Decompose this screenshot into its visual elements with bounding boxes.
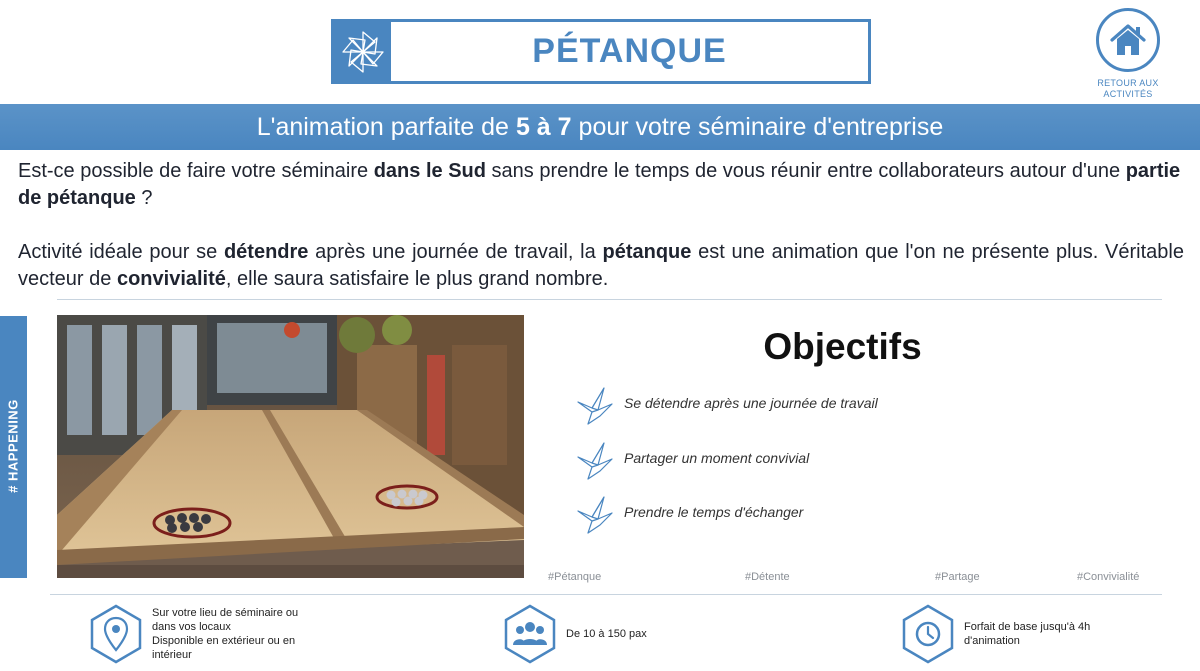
people-text: De 10 à 150 pax	[566, 628, 647, 640]
intro-paragraph-1: Est-ce possible de faire votre séminaire dans le Sud sans prendre le temps de vous réunir entre collaborateurs autour d'une partie de pétanque ?	[18, 160, 1181, 209]
objective-item: Prendre le temps d'échanger	[574, 489, 994, 535]
divider	[57, 299, 1162, 300]
page-title: PÉTANQUE	[532, 32, 727, 70]
banner: L'animation parfaite de 5 à 7 pour votre séminaire d'entreprise	[0, 104, 1200, 150]
objective-item: Partager un moment convivial	[574, 435, 994, 481]
home-icon	[1096, 8, 1160, 72]
footer-people	[504, 604, 647, 664]
clock-icon	[902, 604, 954, 664]
home-button[interactable]	[1088, 8, 1168, 100]
hashtag: #Détente	[745, 571, 790, 583]
origami-bird-icon	[574, 435, 616, 481]
pinwheel-icon	[334, 22, 391, 81]
time-text: Forfait de base jusqu'à 4h d'animation	[964, 621, 1091, 647]
footer-time	[902, 604, 1090, 664]
side-tag: # HAPPENING	[0, 316, 27, 578]
hashtag: #Partage	[935, 571, 980, 583]
intro-text	[18, 158, 1184, 320]
objectives-title: Objectifs	[763, 326, 922, 367]
footer-location	[90, 604, 298, 664]
location-pin-icon	[90, 604, 142, 664]
petanque-court-photo	[57, 315, 524, 578]
hashtag: #Convivialité	[1077, 571, 1140, 583]
hashtag: #Pétanque	[548, 571, 602, 583]
location-text: Sur votre lieu de séminaire ou dans vos locaux Disponible en extérieur ou en intérieur	[152, 607, 299, 661]
group-people-icon	[504, 604, 556, 664]
origami-bird-icon	[574, 489, 616, 535]
origami-bird-icon	[574, 380, 616, 426]
divider	[50, 594, 1162, 595]
page-title-box	[331, 19, 871, 84]
home-label: RETOUR AUX ACTIVITÉS	[1097, 78, 1159, 99]
objective-item: Se détendre après une journée de travail	[574, 380, 994, 426]
intro-paragraph-2: Activité idéale pour se détendre après une journée de travail, la pétanque est une animation que l'on ne présente plus. Véritable vecteur de convivialité, elle saura satisfaire le plus grand nombre.	[18, 241, 1184, 290]
